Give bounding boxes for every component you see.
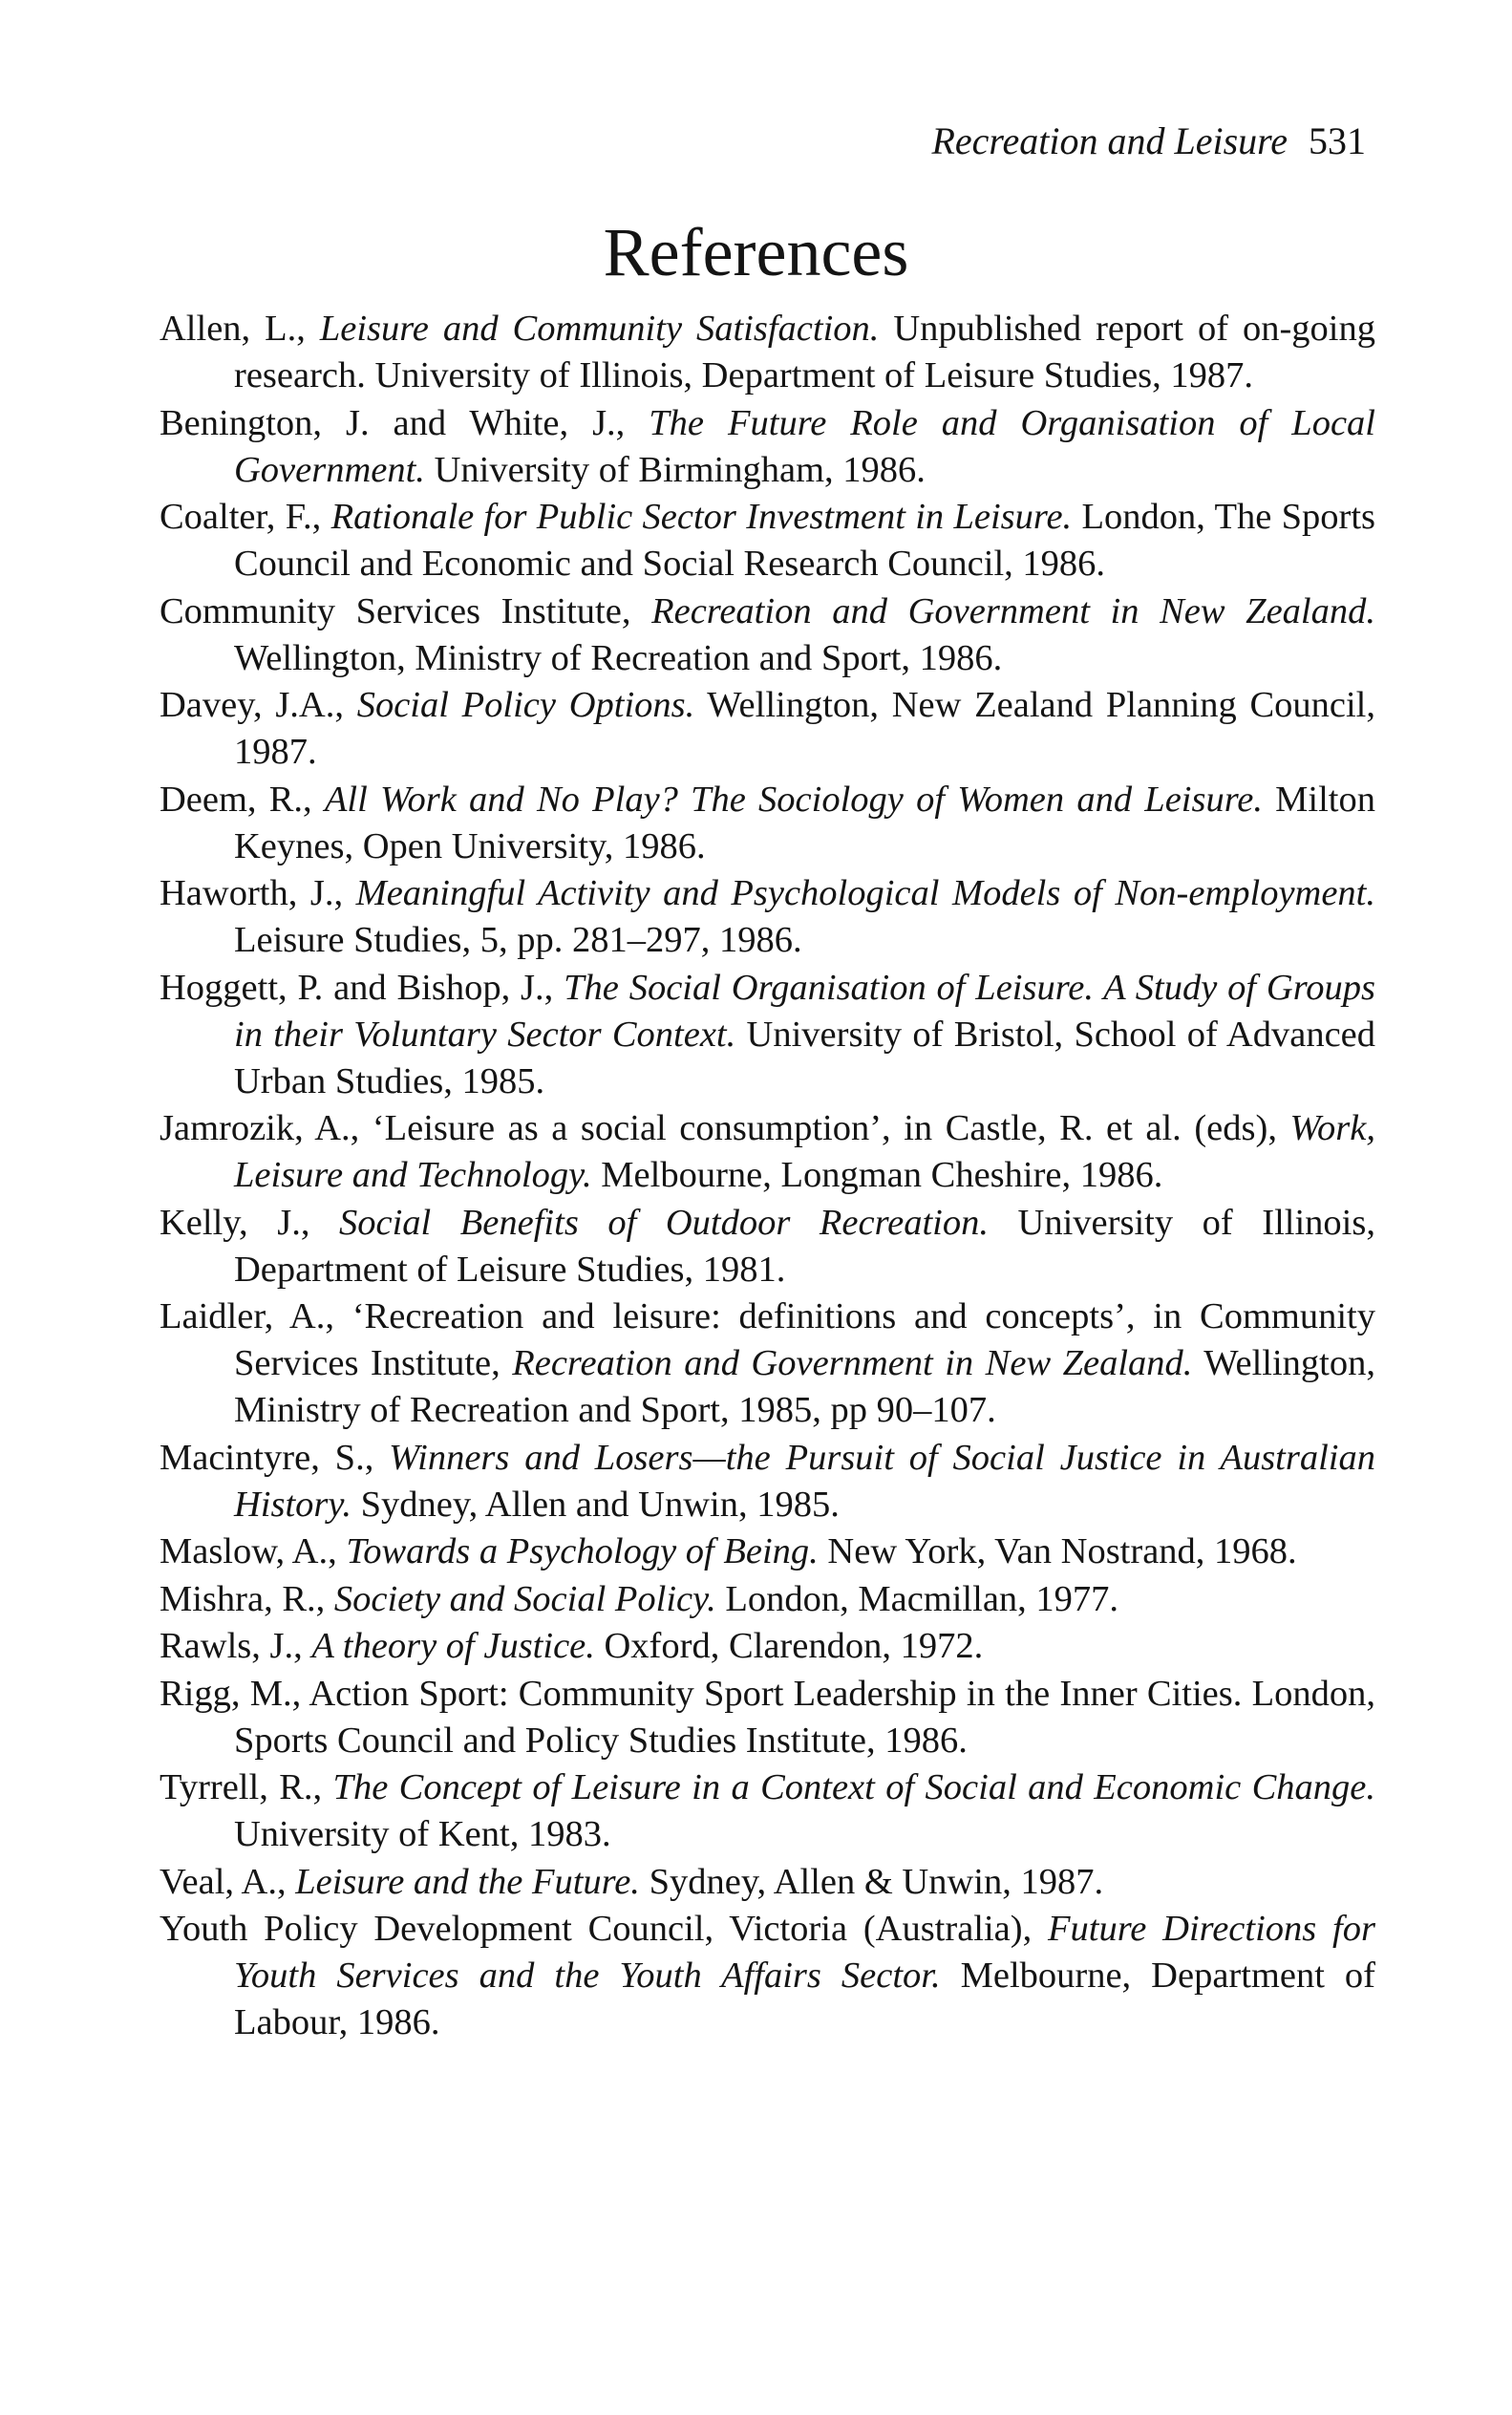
reference-details: Unpublished report of on-going research. University of Illinois, Department of Leisure Studies, 1987. <box>234 309 1375 395</box>
reference-author: Veal, A., <box>160 1861 296 1902</box>
reference-author: Allen, L., <box>160 309 320 349</box>
reference-title: Leisure and Community Satisfaction. <box>319 309 880 349</box>
reference-entry <box>160 1435 1375 1528</box>
reference-entry <box>160 1859 1375 1906</box>
running-head <box>931 118 1366 164</box>
reference-details: University of Kent, 1983. <box>234 1814 611 1854</box>
reference-details: Sydney, Allen and Unwin, 1985. <box>351 1484 840 1525</box>
reference-details: University of Birmingham, 1986. <box>424 449 926 490</box>
reference-author: Benington, J. and White, J., <box>160 402 650 443</box>
reference-entry <box>160 306 1375 399</box>
reference-title: The Concept of Leisure in a Context of Social and Economic Change. <box>332 1767 1376 1807</box>
reference-title: The Social Organisation of Leisure. A Study of Groups in their Voluntary Sector Context. <box>234 967 1375 1055</box>
reference-details: New York, Van Nostrand, 1968. <box>818 1531 1297 1571</box>
reference-author: Deem, R., <box>160 779 325 820</box>
reference-entry <box>160 588 1375 682</box>
reference-author: Rigg, M., Action Sport: Community Sport Leadership in the Inner Cities. London, Sports Council and Policy Studies Institute, 1986. <box>160 1673 1375 1761</box>
reference-title: Recreation and Government in New Zealand. <box>512 1343 1193 1383</box>
reference-author: Laidler, A., ‘Recreation and leisure: definitions and concepts’, in Community Services Institute, <box>160 1296 1375 1383</box>
reference-entry <box>160 1293 1375 1434</box>
reference-title: Social Benefits of Outdoor Recreation. <box>339 1202 989 1243</box>
reference-entry <box>160 1105 1375 1199</box>
reference-entry <box>160 1576 1375 1623</box>
reference-author: Community Services Institute, <box>160 590 652 631</box>
reference-details: Melbourne, Longman Cheshire, 1986. <box>591 1155 1163 1195</box>
reference-title: Leisure and the Future. <box>295 1861 640 1902</box>
reference-details: Wellington, Ministry of Recreation and Sport, 1986. <box>234 637 1003 678</box>
reference-title: The Future Role and Organisation of Local Government. <box>234 402 1375 490</box>
reference-entry <box>160 1764 1375 1858</box>
reference-title: Recreation and Government in New Zealand. <box>651 590 1375 631</box>
running-head-title: Recreation and Leisure <box>931 119 1288 162</box>
reference-title: All Work and No Play? The Sociology of Women and Leisure. <box>324 779 1263 820</box>
reference-entry <box>160 1671 1375 1764</box>
page-number: 531 <box>1309 119 1366 162</box>
reference-list <box>160 306 1375 2047</box>
reference-details: University of Bristol, School of Advanced Urban Studies, 1985. <box>234 1014 1376 1101</box>
reference-title: Winners and Losers—the Pursuit of Social Justice in Australian History. <box>234 1437 1376 1525</box>
reference-title: Work, Leisure and Technology. <box>234 1108 1375 1195</box>
reference-details: Milton Keynes, Open University, 1986. <box>234 779 1376 866</box>
reference-details: Wellington, New Zealand Planning Council, 1987. <box>234 685 1376 772</box>
reference-entry <box>160 682 1375 776</box>
reference-author: Haworth, J., <box>160 873 356 913</box>
reference-title: Towards a Psychology of Being. <box>346 1531 819 1571</box>
reference-title: Social Policy Options. <box>356 685 695 725</box>
reference-author: Rawls, J., <box>160 1626 312 1666</box>
reference-details: London, Macmillan, 1977. <box>715 1578 1119 1619</box>
reference-entry <box>160 965 1375 1105</box>
reference-author: Davey, J.A., <box>160 685 357 725</box>
reference-details: Oxford, Clarendon, 1972. <box>594 1626 984 1666</box>
reference-author: Tyrrell, R., <box>160 1767 333 1807</box>
reference-author: Coalter, F., <box>160 497 331 537</box>
reference-entry <box>160 400 1375 494</box>
reference-entry <box>160 1623 1375 1670</box>
reference-title: Society and Social Policy. <box>333 1578 716 1619</box>
reference-author: Maslow, A., <box>160 1531 347 1571</box>
reference-entry <box>160 1200 1375 1293</box>
reference-entry <box>160 870 1375 964</box>
reference-details: Wellington, Ministry of Recreation and Sport, 1985, pp 90–107. <box>234 1343 1375 1430</box>
section-heading: References <box>603 214 909 290</box>
reference-author: Macintyre, S., <box>160 1437 390 1478</box>
reference-author: Jamrozik, A., ‘Leisure as a social consumption’, in Castle, R. et al. (eds), <box>160 1108 1290 1148</box>
reference-details: Leisure Studies, 5, pp. 281–297, 1986. <box>234 920 802 960</box>
reference-author: Mishra, R., <box>160 1578 334 1619</box>
reference-details: University of Illinois, Department of Leisure Studies, 1981. <box>234 1202 1375 1290</box>
reference-entry <box>160 1906 1375 2046</box>
reference-entry <box>160 777 1375 870</box>
reference-title: Meaningful Activity and Psychological Models of Non-employment. <box>355 873 1375 913</box>
reference-author: Youth Policy Development Council, Victoria (Australia), <box>160 1909 1048 1949</box>
reference-entry <box>160 1528 1375 1575</box>
reference-title: A theory of Justice. <box>311 1626 595 1666</box>
reference-details: Melbourne, Department of Labour, 1986. <box>234 1956 1375 2042</box>
reference-title: Rationale for Public Sector Investment in Leisure. <box>330 497 1073 537</box>
reference-entry <box>160 494 1375 588</box>
reference-author: Hoggett, P. and Bishop, J., <box>160 967 564 1008</box>
reference-details: London, The Sports Council and Economic and Social Research Council, 1986. <box>234 497 1375 584</box>
reference-author: Kelly, J., <box>160 1202 339 1243</box>
reference-details: Sydney, Allen & Unwin, 1987. <box>639 1861 1104 1902</box>
reference-title: Future Directions for Youth Services and the Youth Affairs Sector. <box>234 1909 1375 1996</box>
